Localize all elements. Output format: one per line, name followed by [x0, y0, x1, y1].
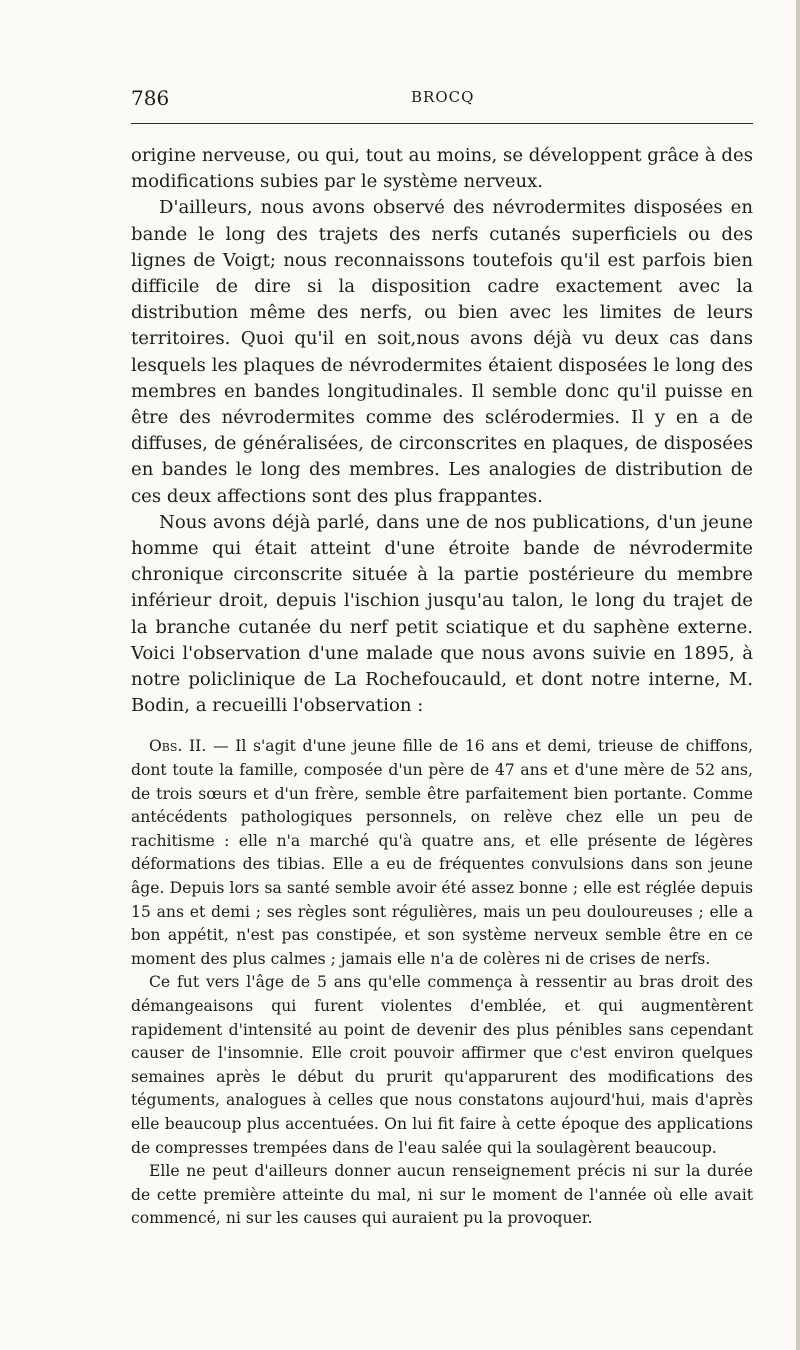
paragraph: Nous avons déjà parlé, dans une de nos publications, d'un jeune homme qui était atteint d'une étroite bande de névrodermite chronique circonscrite située à la partie postérieure du membre inférieur droit, depuis l'ischion jusqu'au talon, le long du trajet de la branche cutanée du nerf petit sciatique et du saphène externe. Voici l'observation d'une malade que nous avons suivie en 1895, à notre policlinique de La Rochefoucauld, et dont notre interne, M. Bodin, a recueilli l'observation : [131, 511, 753, 717]
main-text [131, 143, 753, 719]
page-body [131, 143, 753, 1231]
page-header [131, 86, 753, 116]
observation-paragraph: Ce fut vers l'âge de 5 ans qu'elle commença à ressentir au bras droit des démangeaisons qui furent violentes d'emblée, et qui augmentèrent rapidement d'intensité au point de devenir des plus pénibles sans cependant causer de l'insomnie. Elle croit pouvoir affirmer que c'est environ quelques semaines après le début du prurit qu'apparurent des modifications des téguments, analogues à celles que nous constatons aujourd'hui, mais d'après elle beaucoup plus accentuées. On lui fit faire à cette époque des applications de compresses trempées dans de l'eau salée qui la soulagèrent beaucoup. [131, 973, 753, 1157]
observation-paragraph [131, 735, 753, 971]
page-number: 786 [131, 86, 170, 110]
observation-paragraph: Elle ne peut d'ailleurs donner aucun renseignement précis ni sur la durée de cette première atteinte du mal, ni sur le moment de l'année où elle avait commencé, ni sur les causes qui auraient pu la provoquer. [131, 1162, 753, 1228]
observation-text: — Il s'agit d'une jeune fille de 16 ans et demi, trieuse de chiffons, dont toute la famille, composée d'un père de 47 ans et d'une mère de 52 ans, de trois sœurs et d'un frère, semble être parfaitement bien portante. Comme antécédents pathologiques personnels, on relève chez elle un peu de rachitisme : elle n'a marché qu'à quatre ans, et elle présente de légères déformations des tibias. Elle a eu de fréquentes convulsions dans son jeune âge. Depuis lors sa santé semble avoir été assez bonne ; elle est réglée depuis 15 ans et demi ; ses règles sont régulières, mais un peu douloureuses ; elle a bon appétit, n'est pas constipée, et son système nerveux semble être en ce moment des plus calmes ; jamais elle n'a de colères ni de crises de nerfs. [131, 737, 753, 968]
observation-label: Obs. II. [149, 737, 207, 756]
header-rule [131, 123, 753, 124]
observation-section [131, 735, 753, 1230]
running-head: BROCQ [411, 88, 475, 106]
paragraph: origine nerveuse, ou qui, tout au moins, se développent grâce à des modifications subies par le système nerveux. [131, 145, 753, 193]
paragraph: D'ailleurs, nous avons observé des névrodermites disposées en bande le long des trajets des nerfs cutanés superficiels ou des lignes de Voigt; nous reconnaissons toutefois qu'il est parfois bien difficile de dire si la disposition cadre exactement avec la distribution même des nerfs, ou bien avec les limites de leurs territoires. Quoi qu'il en soit,nous avons déjà vu deux cas dans lesquels les plaques de névrodermites étaient disposées le long des membres en bandes longitudinales. Il semble donc qu'il puisse en être des névrodermites comme des sclérodermies. Il y en a de diffuses, de généralisées, de circonscrites en plaques, de disposées en bandes le long des membres. Les analogies de distribution de ces deux affections sont des plus frappantes. [131, 197, 753, 507]
page-edge [796, 0, 800, 1350]
